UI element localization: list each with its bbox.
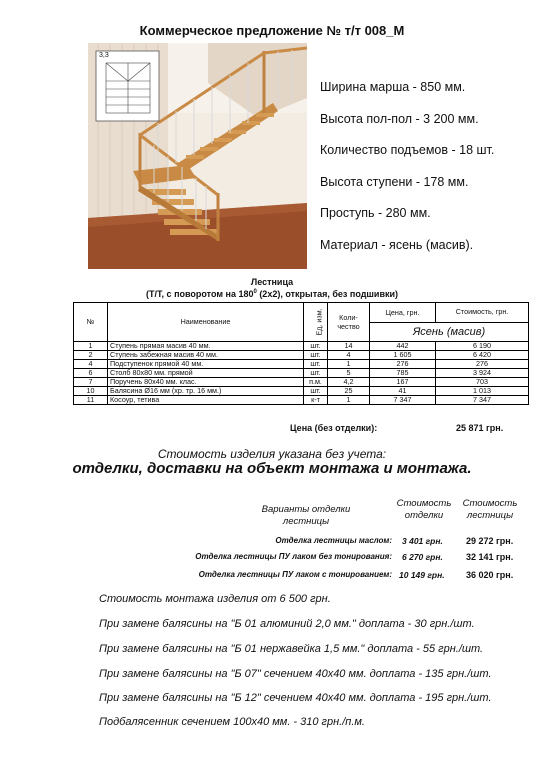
table-row: 11 Косоур, тетива к-т 1 7 347 7 347 bbox=[74, 396, 529, 405]
spec-floor-height: Высота пол-пол - 3 200 мм. bbox=[320, 111, 479, 126]
finishing-label-oil: Отделка лестницы маслом: bbox=[275, 536, 392, 545]
note-baluster-b01-aluminium: При замене балясины на "Б 01 алюминий 2,0 мм." доплата - 30 грн./шт. bbox=[99, 618, 475, 630]
spec-step-height: Высота ступени - 178 мм. bbox=[320, 174, 469, 189]
document-title: Коммерческое предложение № т/т 008_М bbox=[139, 23, 405, 38]
spec-material: Материал - ясень (масив). bbox=[320, 237, 474, 252]
finishing-cost-oil: 3 401 грн. bbox=[402, 536, 443, 546]
finishing-total-oil: 29 272 грн. bbox=[466, 536, 514, 546]
table-caption-subtitle: (Т/Т, с поворотом на $180^0$ (2х2), открытая, без подшивки) bbox=[145, 289, 399, 299]
staircase-illustration bbox=[88, 43, 307, 269]
table-row: 1 Ступень прямая масив 40 мм. шт. 14 442 6 190 bbox=[74, 342, 529, 351]
note-baluster-b01-steel: При замене балясины на "Б 01 нержавейка 1,5 мм." доплата - 55 грн./шт. bbox=[99, 643, 484, 655]
note-line2: отделки, доставки на объект монтажа и монтажа. bbox=[72, 460, 472, 477]
finishing-header-variants: Варианты отделки лестницы bbox=[261, 504, 351, 527]
finishing-label-lacquer-toned: Отделка лестницы ПУ лаком с тонированием: bbox=[198, 570, 392, 579]
note-installation: Стоимость монтажа изделия от 6 500 грн. bbox=[99, 593, 331, 605]
table-row: 10 Балясина Ø16 мм (хр. тр. 16 мм.) шт. 25 41 1 013 bbox=[74, 387, 529, 396]
table-row: 7 Поручень 80х40 мм. клас. п.м. 4,2 167 703 bbox=[74, 378, 529, 387]
staircase-photo bbox=[88, 43, 307, 269]
total-value: 25 871 грн. bbox=[456, 423, 504, 433]
finishing-cost-lacquer: 6 270 грн. bbox=[402, 552, 443, 562]
spec-width: Ширина марша - 850 мм. bbox=[320, 80, 466, 94]
note-baluster-b12: При замене балясины на "Б 12" сечением 40х40 мм. доплата - 195 грн./шт. bbox=[99, 692, 492, 704]
plan-label: 3,3 bbox=[99, 52, 109, 59]
table-row: 4 Подступенок прямой 40 мм. шт. 1 276 276 bbox=[74, 360, 529, 369]
header-num: № bbox=[74, 303, 108, 342]
table-caption-title: Лестница bbox=[250, 277, 294, 287]
finishing-total-lacquer: 32 141 грн. bbox=[466, 552, 514, 562]
spec-tread: Проступь - 280 мм. bbox=[320, 206, 431, 221]
specs-list bbox=[320, 72, 494, 262]
spec-rises: Количество подъемов - 18 шт. bbox=[320, 143, 495, 158]
finishing-cost-lacquer-toned: 10 149 грн. bbox=[399, 570, 445, 580]
note-baluster-b07: При замене балясины на "Б 07" сечением 40х40 мм. доплата - 135 грн./шт. bbox=[99, 668, 492, 680]
header-cost: Стоимость, грн. bbox=[436, 303, 529, 323]
header-name: Наименование bbox=[108, 303, 304, 342]
items-table bbox=[73, 302, 529, 405]
finishing-header-cost: Стоимость отделки bbox=[396, 498, 452, 521]
total-label: Цена (без отделки): bbox=[290, 423, 378, 433]
header-price: Цена, грн. bbox=[370, 303, 436, 323]
finishing-total-lacquer-toned: 36 020 грн. bbox=[466, 570, 514, 580]
finishing-header-total: Стоимость лестницы bbox=[462, 498, 518, 521]
header-unit: Ед. изм. bbox=[304, 303, 328, 342]
note-line1: Стоимость изделия указана без учета: bbox=[157, 447, 387, 461]
finishing-label-lacquer: Отделка лестницы ПУ лаком без тонирования: bbox=[195, 552, 392, 561]
header-material: Ясень (масив) bbox=[370, 322, 529, 342]
table-row: 6 Столб 80х80 мм. прямой шт. 5 785 3 924 bbox=[74, 369, 529, 378]
table-row: 2 Ступень забежная масив 40 мм. шт. 4 1 605 6 420 bbox=[74, 351, 529, 360]
header-qty: Коли-чество bbox=[328, 303, 370, 342]
note-baluster-base: Подбалясенник сечением 100х40 мм. - 310 грн./п.м. bbox=[99, 716, 365, 728]
